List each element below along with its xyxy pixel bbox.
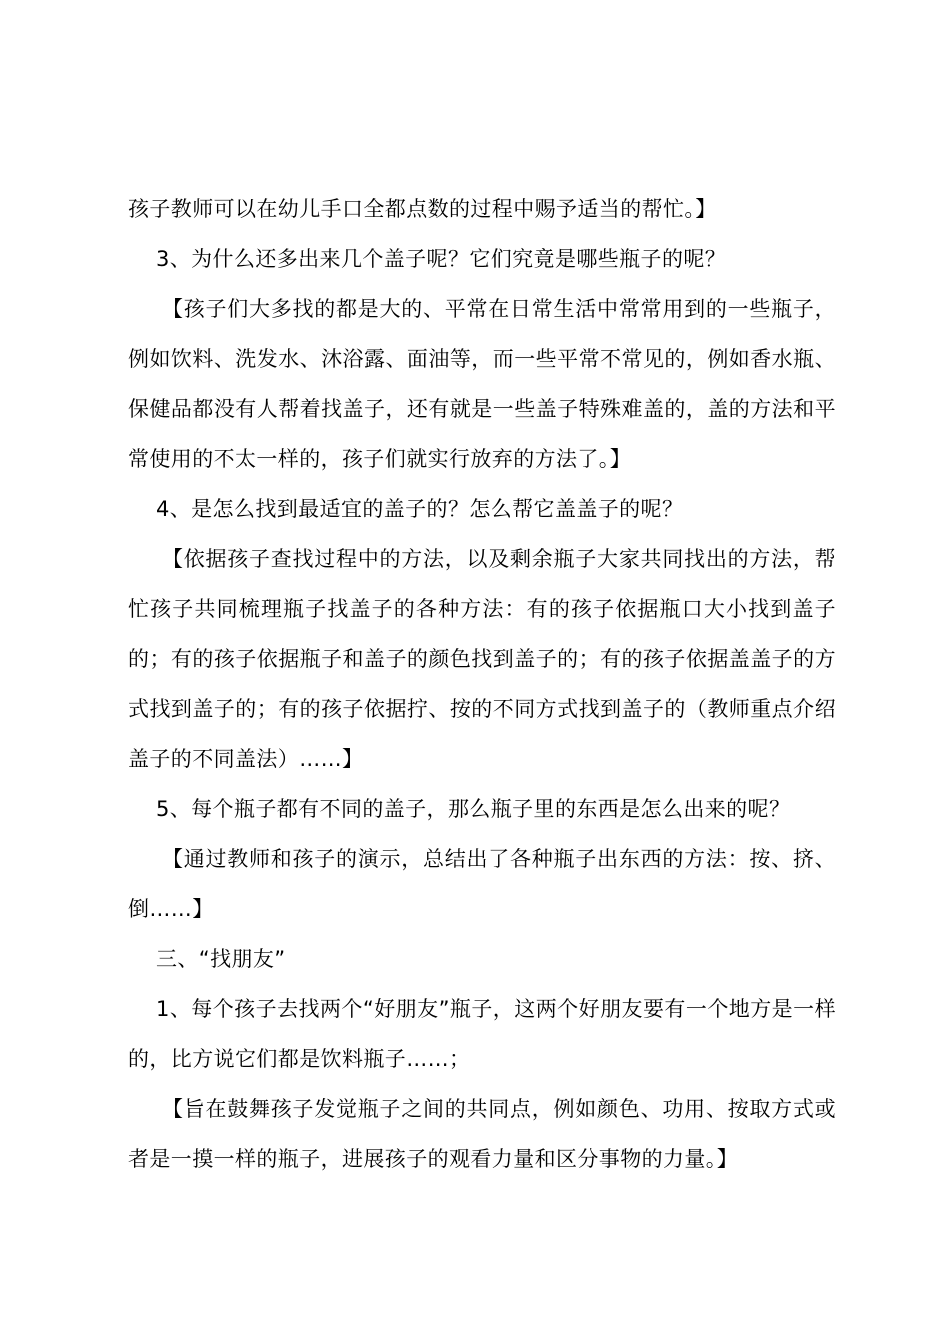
answer-3: 【孩子们大多找的都是大的、平常在日常生活中常常用到的一些瓶子，例如饮料、洗发水、沐浴露、面油等，而一些平常不常见的，例如香水瓶、保健品都没有人帮着找盖子，还有就是一些盖子特殊难盖的，盖的方法和平常使用的不太一样的，孩子们就实行放弃的方法了。】 — [128, 297, 836, 471]
question-4: 4、是怎么找到最适宜的盖子的？怎么帮它盖盖子的呢？ — [156, 497, 684, 521]
answer-4: 【依据孩子查找过程中的方法，以及剩余瓶子大家共同找出的方法，帮忙孩子共同梳理瓶子找盖子的各种方法：有的孩子依据瓶口大小找到盖子的；有的孩子依据瓶子和盖子的颜色找到盖子的；有的孩子依据盖盖子的方式找到盖子的；有的孩子依据拧、按的不同方式找到盖子的（教师重点介绍盖子的不同盖法）……】 — [128, 547, 836, 771]
section-heading: 三、“找朋友” — [156, 947, 286, 971]
question-5: 5、每个瓶子都有不同的盖子，那么瓶子里的东西是怎么出来的呢？ — [156, 797, 791, 821]
paragraph-continuation: 孩子教师可以在幼儿手口全都点数的过程中赐予适当的帮忙。】 — [128, 197, 717, 221]
document-body — [128, 184, 836, 1184]
activity-1-note: 【旨在鼓舞孩子发觉瓶子之间的共同点，例如颜色、功用、按取方式或者是一摸一样的瓶子，进展孩子的观看力量和区分事物的力量。】 — [128, 1097, 836, 1171]
question-3: 3、为什么还多出来几个盖子呢？它们究竟是哪些瓶子的呢？ — [156, 247, 727, 271]
activity-1: 1、每个孩子去找两个“好朋友”瓶子，这两个好朋友要有一个地方是一样的，比方说它们都是饮料瓶子……； — [128, 997, 836, 1071]
answer-5: 【通过教师和孩子的演示，总结出了各种瓶子出东西的方法：按、挤、倒……】 — [128, 847, 836, 921]
